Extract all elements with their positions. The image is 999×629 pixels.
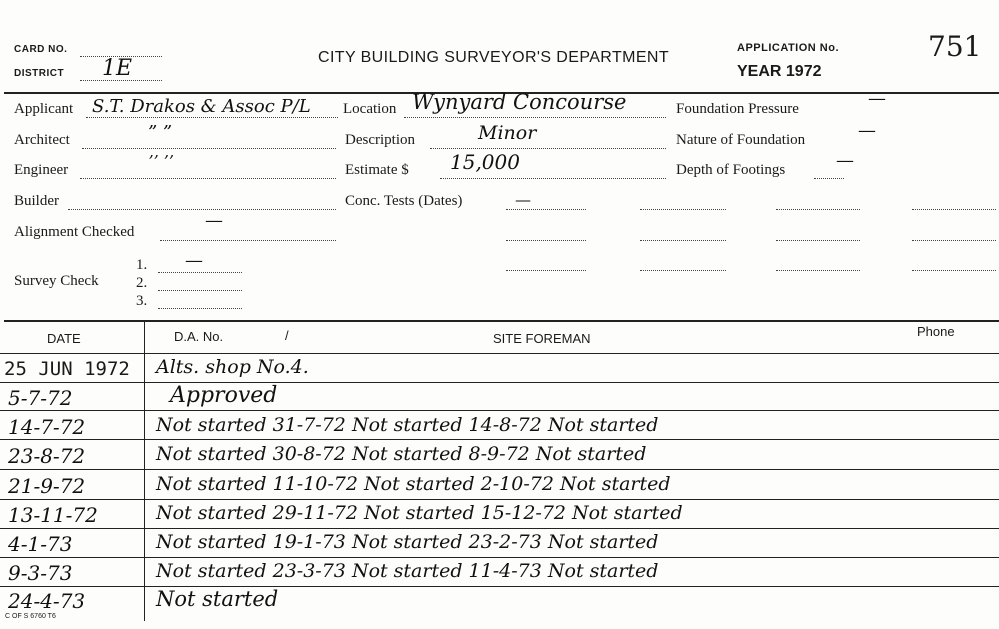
applicant-value: S.T. Drakos & Assoc P/L (92, 96, 311, 117)
engineer-value: ʼʼ ʼʼ (148, 152, 174, 171)
log-date: 9-3-73 (8, 561, 73, 585)
conc-date-line (776, 240, 860, 241)
district-label: DISTRICT (14, 68, 65, 79)
da-mark: / (285, 328, 289, 343)
architect-value: ” ” (148, 122, 173, 143)
estimate-line (440, 178, 666, 179)
log-top-rule (4, 320, 999, 322)
depth-footings-value: — (836, 150, 854, 171)
log-entry: Not started 23-3-73 Not started 11-4-73 Not started (156, 560, 659, 582)
date-column-divider (144, 321, 145, 621)
estimate-label: Estimate $ (345, 162, 409, 178)
conc-date-line (912, 270, 996, 271)
conc-date-line (506, 240, 586, 241)
log-entry: Not started 19-1-73 Not started 23-2-73 Not started (156, 531, 659, 553)
location-value: Wynyard Concourse (412, 90, 627, 114)
nature-foundation-label: Nature of Foundation (676, 132, 806, 148)
log-entry: Approved (170, 383, 278, 408)
log-entry: Not started (156, 587, 279, 611)
district-value: 1E (102, 56, 133, 81)
conc-date-line (776, 209, 860, 210)
applicant-line (86, 117, 338, 118)
depth-footings-line (814, 178, 844, 179)
architect-label: Architect (14, 132, 70, 148)
log-date: 14-7-72 (8, 415, 86, 439)
description-line (430, 148, 666, 149)
engineer-line (80, 178, 336, 179)
form-code: C OF S 6760 T6 (5, 613, 56, 620)
log-date: 21-9-72 (8, 474, 86, 498)
builder-label: Builder (14, 193, 59, 209)
description-label: Description (345, 132, 415, 148)
conc-date-line (776, 270, 860, 271)
depth-footings-label: Depth of Footings (676, 162, 786, 178)
site-foreman-header: SITE FOREMAN (493, 331, 591, 346)
card-no-label: CARD NO. (14, 44, 68, 55)
architect-line (82, 148, 336, 149)
applicant-label: Applicant (14, 101, 74, 117)
log-entry: Not started 31-7-72 Not started 14-8-72 Not started (156, 414, 659, 436)
year-label: YEAR 1972 (737, 63, 822, 80)
conc-tests-label: Conc. Tests (Dates) (345, 193, 463, 209)
alignment-label: Alignment Checked (14, 224, 135, 240)
location-line (404, 117, 666, 118)
conc-date-line (640, 270, 726, 271)
application-label: APPLICATION No. (737, 42, 840, 54)
log-entry: Not started 30-8-72 Not started 8-9-72 Not started (156, 443, 647, 465)
description-value: Minor (478, 122, 537, 144)
foundation-pressure-value: — (868, 88, 886, 109)
survey-3-label: 3. (136, 293, 148, 309)
log-row-rule (0, 586, 999, 587)
application-number: 751 (928, 30, 982, 63)
conc-date-line (506, 270, 586, 271)
survey-2-line (158, 290, 242, 291)
alignment-value: — (205, 210, 223, 231)
log-entry: Not started 29-11-72 Not started 15-12-72 Not started (156, 502, 683, 524)
estimate-value: 15,000 (450, 150, 520, 174)
log-date: 24-4-73 (8, 589, 86, 613)
conc-date-line (640, 240, 726, 241)
survey-1-label: 1. (136, 257, 148, 273)
date-header: DATE (47, 331, 81, 346)
log-date: 5-7-72 (8, 386, 73, 410)
survey-label: Survey Check (14, 273, 99, 289)
survey-2-label: 2. (136, 275, 148, 291)
log-date: 25 JUN 1972 (4, 358, 130, 380)
builder-line (68, 209, 336, 210)
location-label: Location (343, 101, 397, 117)
survey-3-line (158, 308, 242, 309)
survey-1-line (158, 272, 242, 273)
survey-1-value: — (185, 250, 203, 271)
nature-foundation-value: — (858, 120, 876, 141)
log-entry: Alts. shop No.4. (156, 356, 309, 378)
log-date: 23-8-72 (8, 444, 86, 468)
da-header: D.A. No. (174, 329, 224, 344)
log-row-rule (0, 353, 999, 354)
log-row-rule (0, 382, 999, 383)
log-entry: Not started 11-10-72 Not started 2-10-72 Not started (156, 473, 671, 495)
log-date: 4-1-73 (8, 532, 73, 556)
conc-date-line (640, 209, 726, 210)
conc-date-line (912, 240, 996, 241)
alignment-line (160, 240, 336, 241)
conc-date-line (506, 209, 586, 210)
log-date: 13-11-72 (8, 503, 98, 527)
conc-date-line (912, 209, 996, 210)
foundation-pressure-label: Foundation Pressure (676, 101, 799, 117)
conc-tests-value: — (515, 190, 531, 209)
department-title: CITY BUILDING SURVEYOR'S DEPARTMENT (318, 49, 670, 66)
phone-header: Phone (917, 324, 955, 339)
engineer-label: Engineer (14, 162, 69, 178)
